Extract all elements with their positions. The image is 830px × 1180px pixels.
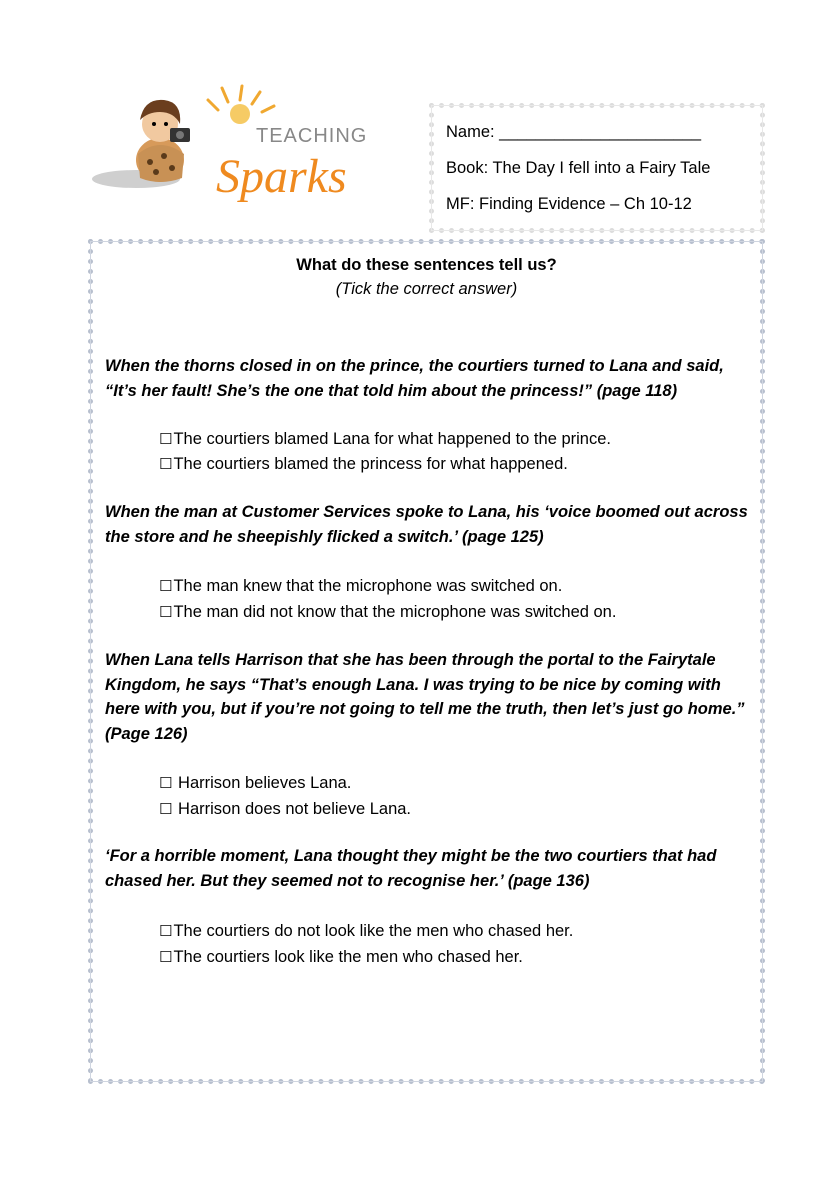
checkbox-icon[interactable]: ☐: [159, 922, 173, 940]
option-label: Harrison does not believe Lana.: [173, 800, 412, 818]
mf-label: MF: Finding Evidence – Ch 10-12: [446, 195, 692, 213]
option-label: Harrison believes Lana.: [173, 774, 352, 792]
question-3-prompt: When Lana tells Harrison that she has been through the portal to the Fairytale Kingdom, he says “That’s enough Lana. I was trying to be nice by coming with here with you, but if you’re not going to tell me the truth, then let’s just go home.” (Page 126): [105, 651, 745, 743]
question-4-option-1[interactable]: [159, 918, 573, 944]
checkbox-icon[interactable]: ☐: [159, 948, 173, 966]
option-label: The courtiers do not look like the men who chased her.: [173, 922, 574, 940]
svg-text:Sparks: Sparks: [216, 150, 347, 203]
checkbox-icon[interactable]: ☐: [159, 430, 173, 448]
question-2-option-1[interactable]: [159, 573, 562, 599]
checkbox-icon[interactable]: ☐: [159, 800, 173, 818]
question-1-option-1[interactable]: [159, 426, 611, 452]
question-1-prompt: When the thorns closed in on the prince, the courtiers turned to Lana and said, “It’s her fault! She’s the one that told him about the princess!” (page 118): [105, 357, 724, 400]
teaching-sparks-logo: [88, 84, 408, 204]
question-3-option-2[interactable]: [159, 796, 411, 822]
book-title: Book: The Day I fell into a Fairy Tale: [446, 159, 711, 177]
option-label: The courtiers blamed Lana for what happened to the prince.: [173, 430, 611, 448]
logo-graphic: [88, 84, 408, 204]
name-field[interactable]: Name: ______________________: [446, 123, 702, 141]
question-1-option-2[interactable]: [159, 451, 568, 477]
worksheet-instruction: (Tick the correct answer): [335, 280, 518, 298]
student-info-box: [429, 103, 765, 233]
checkbox-icon[interactable]: ☐: [159, 577, 173, 595]
question-2-option-2[interactable]: [159, 599, 616, 625]
question-3-option-1[interactable]: [159, 770, 351, 796]
checkbox-icon[interactable]: ☐: [159, 455, 173, 473]
option-label: The man knew that the microphone was switched on.: [173, 577, 563, 595]
question-4-option-2[interactable]: [159, 944, 523, 970]
checkbox-icon[interactable]: ☐: [159, 774, 173, 792]
option-label: The courtiers blamed the princess for what happened.: [173, 455, 568, 473]
option-label: The man did not know that the microphone was switched on.: [173, 603, 617, 621]
worksheet-box: [88, 239, 765, 1084]
worksheet-title: What do these sentences tell us?: [296, 256, 557, 274]
svg-text:TEACHING: TEACHING: [256, 125, 368, 147]
option-label: The courtiers look like the men who chased her.: [173, 948, 523, 966]
checkbox-icon[interactable]: ☐: [159, 603, 173, 621]
question-4-prompt: ‘For a horrible moment, Lana thought they might be the two courtiers that had chased her. But they seemed not to recognise her.’ (page 136): [105, 847, 717, 890]
question-2-prompt: When the man at Customer Services spoke to Lana, his ‘voice boomed out across the store and he sheepishly flicked a switch.’ (page 125): [105, 503, 748, 546]
